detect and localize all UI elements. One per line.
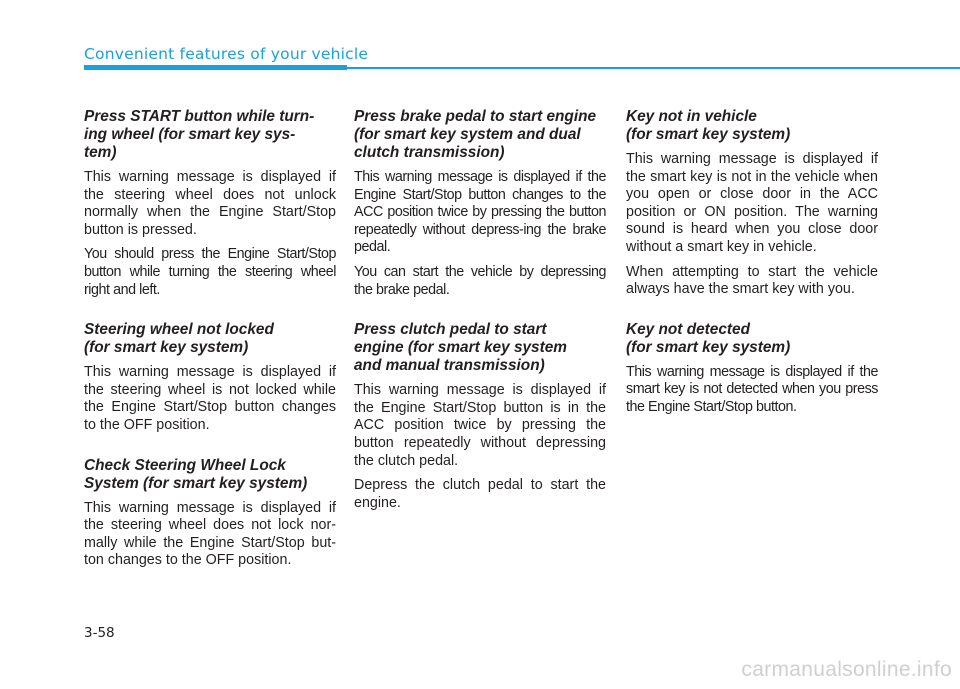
paragraph: This warning message is displayed if the steering wheel does not unlock normally when the Engine Start/Stop button is pressed. [84, 169, 336, 238]
section-heading: Key not in vehicle (for smart key system) [626, 108, 791, 143]
column-1 [84, 108, 336, 592]
section-header [84, 45, 960, 73]
section-heading: Key not detected (for smart key system) [626, 320, 791, 356]
section-key-not-in-vehicle [626, 108, 878, 299]
paragraph: You can start the vehicle by depressing the brake pedal. [354, 263, 606, 298]
column-3 [626, 108, 878, 439]
section-heading: Steering wheel not locked (for smart key system) [84, 321, 274, 357]
paragraph: This warning message is displayed if the steering wheel does not lock nor-mally while the Engine Start/Stop but-ton changes to the OFF position. [84, 499, 336, 569]
header-title: Convenient features of your vehicle [84, 45, 369, 63]
section-key-not-detected [626, 321, 878, 417]
paragraph: Depress the clutch pedal to start the engine. [354, 477, 606, 511]
header-accent-bar [84, 65, 347, 70]
header-rule [347, 67, 960, 69]
section-heading: Check Steering Wheel Lock System (for smart key system) [84, 456, 308, 492]
column-2 [354, 108, 606, 534]
section-check-steering-wheel-lock [84, 457, 336, 570]
paragraph: This warning message is displayed if the Engine Start/Stop button is in the ACC position twice by pressing the button repeatedly without depressing the clutch pedal. [354, 382, 606, 469]
section-press-clutch-pedal [354, 321, 606, 512]
paragraph: You should press the Engine Start/Stop button while turning the steering wheel right and left. [84, 246, 336, 298]
section-heading: Press brake pedal to start engine (for smart key system and dual clutch transmission) [354, 108, 597, 161]
section-press-start-turning-wheel [84, 108, 336, 299]
paragraph: When attempting to start the vehicle always have the smart key with you. [626, 263, 878, 298]
watermark: carmanualsonline.info [741, 658, 952, 681]
paragraph: This warning message is displayed if the steering wheel is not locked while the Engine Start/Stop button changes to the OFF position. [84, 364, 336, 433]
section-steering-wheel-not-locked [84, 321, 336, 434]
paragraph: This warning message is displayed if the Engine Start/Stop button changes to the ACC position twice by pressing the button repeatedly without depress-ing the brake pedal. [354, 169, 606, 256]
section-heading: Press START button while turn- ing wheel (for smart key sys- tem) [84, 108, 315, 161]
page-number: 3-58 [84, 625, 115, 641]
section-heading: Press clutch pedal to start engine (for smart key system and manual transmission) [354, 321, 567, 375]
paragraph: This warning message is displayed if the smart key is not detected when you press the Engine Start/Stop button. [626, 363, 878, 415]
paragraph: This warning message is displayed if the smart key is not in the vehicle when you open or close door in the ACC position or ON position. The warning sound is heard when you close door without a smart key in vehicle. [626, 151, 878, 255]
section-press-brake-pedal [354, 108, 606, 299]
